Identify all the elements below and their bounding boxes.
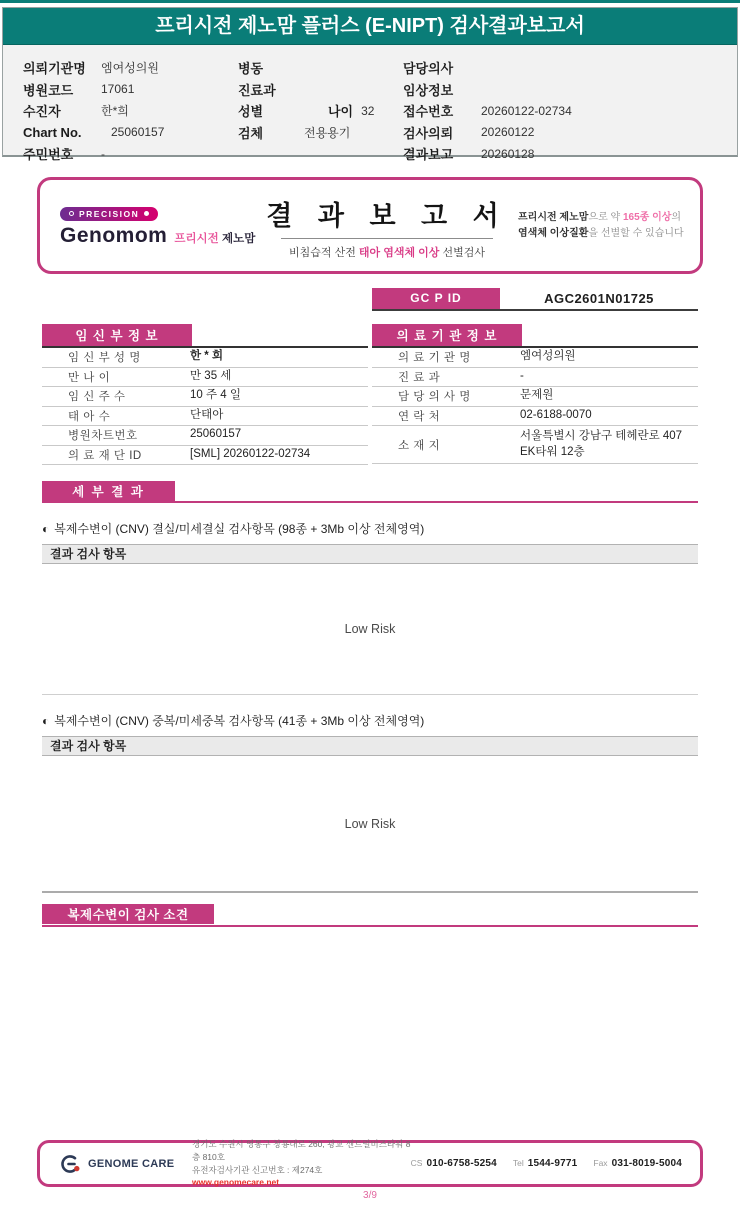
table-row [42,407,368,427]
detail-results-header [42,481,698,503]
table-row [42,446,368,466]
cnv-deletion-heading [42,520,698,537]
contact-value: 031-8019-5004 [611,1158,682,1169]
row-label: 담 당 의 사 명 [398,391,471,404]
row-label: 임 신 주 수 [68,391,126,404]
precision-badge-label: PRECISION [79,208,140,219]
field-value: 25060157 [111,125,165,140]
info-row [23,79,238,101]
detail-results-title: 세 부 결 과 [42,481,175,501]
field-label: 의뢰기관명 [23,61,86,77]
info-row [403,79,727,101]
address-line: 경기도 수원시 영통구 창룡대로 260, 광교 센트럴비즈타워 8층 810호 [192,1139,411,1162]
table-row [42,387,368,407]
row-label: 의 료 재 단 ID [68,449,142,462]
cnv-findings-header [42,904,698,927]
field-label: Chart No. [23,124,82,140]
report-heading-title: 결 과 보 고 서 [266,200,508,231]
report-header-box [37,177,703,274]
cnv-duplication-result [42,756,698,893]
field-value: 20260128 [481,146,535,161]
field-label: 담당의사 [403,61,454,77]
report-heading [256,192,518,260]
row-value: 엠여성의원 [520,350,576,363]
info-row [23,100,238,122]
half-circle-icon: ◐ [42,713,50,728]
field-label: 결과보고 [403,147,454,163]
row-value: 10 주 4 일 [190,389,241,402]
field-label: 검사의뢰 [403,125,454,141]
gc-p-id-row [372,288,698,311]
risk-status-text: Low Risk [344,622,396,636]
page-number: 3/9 [363,1190,377,1201]
precision-badge [60,207,158,221]
badge-dot-icon [69,211,74,216]
field-value: 20260122 [481,125,535,140]
row-label: 연 락 처 [398,410,441,423]
footer [37,1140,703,1187]
info-row [23,143,238,165]
field-label: 주민번호 [23,147,74,163]
footer-contacts [411,1158,682,1169]
row-value: 서울특별시 강남구 테헤란로 407 EK타워 12층 [520,429,683,458]
badge-dot-icon [144,211,149,216]
gc-p-id-value: AGC2601N01725 [544,291,654,306]
clinic-info-table [372,324,698,464]
table-row [372,387,698,407]
info-row [23,122,238,144]
row-value: [SML] 20260122-02734 [190,447,311,460]
report-heading-divider [281,238,493,239]
patient-header [2,7,738,163]
info-row [403,57,727,79]
info-row [238,100,403,122]
contact-value: 1544-9771 [527,1158,578,1169]
field-label: 검체 [238,125,264,141]
registration-line: 유전자검사기관 신고번호 : 제274호 [192,1164,323,1175]
field-value: 엠여성의원 [101,61,159,76]
genome-care-logo [56,1154,178,1174]
patient-info-col3 [403,57,727,165]
report-note: 프리시전 제노맘으로 약 165종 이상의 염색체 이상질환을 선별할 수 있습니다 [518,211,684,239]
table-row [372,368,698,388]
footer-address [178,1138,411,1189]
half-circle-icon: ◐ [42,521,50,536]
report-title-bar: 프리시전 제노맘 플러스 (E-NIPT) 검사결과보고서 [3,8,737,45]
cnv-deletion-result [42,564,698,695]
field-label: 나이 [328,104,354,120]
row-label: 의 료 기 관 명 [398,352,471,365]
genome-care-logo-icon [56,1154,83,1174]
top-teal-divider [0,0,740,3]
row-value: 만 35 세 [190,369,232,382]
website-link[interactable]: www.genomecare.net [192,1177,280,1188]
info-tables [42,324,698,465]
row-label: 태 아 수 [68,410,111,423]
field-label: 진료과 [238,82,276,98]
patient-info-col1 [23,57,238,165]
info-row [23,57,238,79]
mother-info-table [42,324,368,465]
field-label: 병원코드 [23,82,74,98]
table-row [42,348,368,368]
field-label: 접수번호 [403,104,454,120]
contact-label: Fax [593,1158,608,1168]
brand-name: Genomom [60,224,168,247]
cnv-findings-title: 복제수변이 검사 소견 [42,904,214,924]
report-body [42,288,698,927]
info-row [403,122,727,144]
table-title: 임 신 부 정 보 [42,324,192,346]
field-value: 20260122-02734 [481,103,572,118]
genomom-logo [60,203,256,248]
field-value: 전용용기 [304,125,351,140]
info-row [403,143,727,165]
result-column-header: 결과 검사 항목 [42,544,698,564]
field-value: 17061 [101,82,135,97]
brand-name-korean: 프리시전 제노맘 [174,233,256,245]
fax-contact [593,1158,682,1169]
field-value: 32 [361,103,375,118]
table-row [372,426,698,464]
report-heading-subtitle: 비침습적 산전 태아 염색체 이상 선별검사 [289,246,485,259]
row-value: 단태아 [190,408,224,421]
info-row [238,79,403,101]
patient-info-col2 [238,57,403,165]
row-value: 25060157 [190,428,242,441]
table-row [372,407,698,427]
field-value: - [101,146,105,161]
row-label: 병원차트번호 [68,430,138,443]
table-title: 의 료 기 관 정 보 [372,324,522,346]
contact-label: Tel [512,1158,524,1168]
gc-p-id-label: GC P ID [372,288,500,309]
field-label: 성별 [238,104,264,120]
row-label: 진 료 과 [398,371,441,384]
contact-value: 010-6758-5254 [426,1158,497,1169]
patient-info-grid [3,45,737,163]
table-row [372,348,698,368]
cnv-duplication-heading [42,712,698,729]
row-value: 문제원 [520,389,554,402]
row-label: 소 재 지 [398,439,441,452]
field-value: 한*희 [101,104,129,119]
row-value: - [520,369,524,382]
field-label: 병동 [238,61,264,77]
contact-label: CS [410,1158,423,1168]
brand-line [60,224,256,248]
row-value: 한 * 희 [190,350,224,363]
footer-brand-name: GENOME CARE [88,1157,175,1170]
cs-contact [411,1158,497,1169]
row-value: 02-6188-0070 [520,408,592,421]
cnv-heading-text: 복제수변이 (CNV) 결실/미세결실 검사항목 (98종 + 3Mb 이상 전체영역) [54,522,425,536]
table-row [42,426,368,446]
field-label: 수진자 [23,104,61,120]
risk-status-text: Low Risk [344,816,396,831]
row-label: 임 신 부 성 명 [68,352,141,365]
table-header [42,324,368,348]
table-header [372,324,698,348]
info-row [238,57,403,79]
table-row [42,368,368,388]
result-column-header: 결과 검사 항목 [42,736,698,756]
cnv-heading-text: 복제수변이 (CNV) 중복/미세중복 검사항목 (41종 + 3Mb 이상 전체영역) [54,714,425,728]
row-label: 만 나 이 [68,371,111,384]
tel-contact [513,1158,578,1169]
info-row [403,100,727,122]
field-label: 임상정보 [403,82,454,98]
info-row [238,122,403,144]
